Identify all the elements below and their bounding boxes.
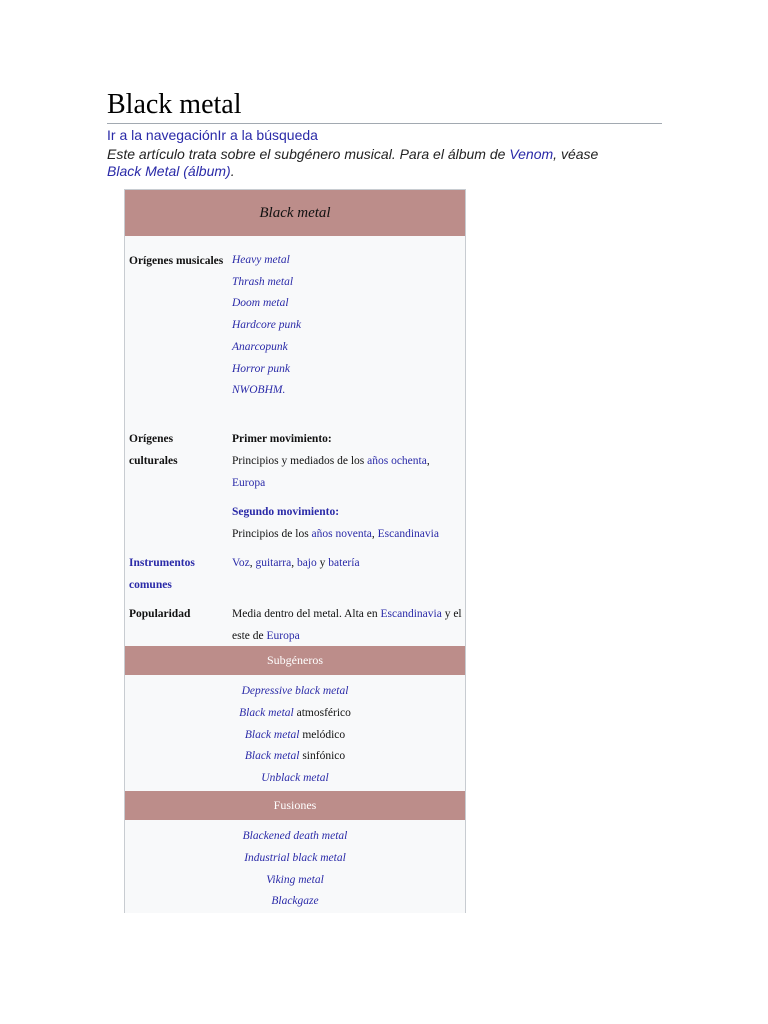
popularity-text: Media dentro del metal. Alta en: [232, 608, 381, 620]
subgenre-item: [125, 768, 465, 790]
voz-link[interactable]: Voz: [232, 557, 250, 569]
hatnote: [107, 146, 627, 180]
subgenre-link[interactable]: Black metal: [244, 750, 300, 763]
first-movement-heading: Primer movimiento:: [232, 433, 332, 445]
origin-link[interactable]: Horror punk: [232, 362, 291, 375]
popularity-text-mid: y el este de: [232, 608, 462, 642]
fusions-list: [125, 826, 465, 913]
subgenre-item: [125, 703, 465, 725]
subgenre-suffix: melódico: [299, 728, 346, 741]
hatnote-text: Este artículo trata sobre el subgénero musical. Para el álbum de: [107, 146, 510, 162]
bateria-link[interactable]: batería: [328, 557, 360, 569]
subgenres-list: [125, 681, 465, 790]
anos-noventa-link[interactable]: años noventa: [311, 528, 372, 540]
conjunction: y: [316, 557, 329, 569]
title-divider: [107, 123, 662, 124]
subgenre-link[interactable]: Unblack metal: [261, 772, 329, 785]
subgenre-link[interactable]: Depressive black metal: [241, 685, 349, 697]
escandinavia-link[interactable]: Escandinavia: [377, 528, 439, 540]
jump-links: [107, 127, 318, 144]
fusion-link[interactable]: Blackened death metal: [242, 830, 348, 842]
fusion-item: [125, 891, 465, 913]
second-movement-desc: Principios de los: [232, 528, 312, 540]
page-title: Black metal: [107, 89, 242, 120]
black-metal-album-link[interactable]: Black Metal (álbum): [107, 163, 231, 179]
jump-to-search-link[interactable]: Ir a la búsqueda: [217, 127, 318, 143]
subgenre-link[interactable]: Black metal: [239, 706, 294, 719]
subgenre-item: [125, 725, 465, 747]
separator: ,: [426, 455, 430, 467]
europa-link[interactable]: Europa: [232, 477, 266, 489]
guitarra-link[interactable]: guitarra: [255, 557, 292, 569]
origins-musical-value: [232, 250, 464, 402]
hatnote-text-mid: , véase: [553, 146, 599, 162]
jump-to-navigation-link[interactable]: Ir a la navegación: [107, 127, 218, 143]
separator: ,: [249, 557, 256, 569]
origin-link[interactable]: Hardcore punk: [232, 319, 302, 332]
origins-musical-list: [232, 250, 464, 402]
second-movement-heading[interactable]: Segundo movimiento:: [232, 506, 340, 518]
popularity-value: [232, 603, 464, 647]
subgenre-link[interactable]: Black metal: [244, 728, 300, 741]
venom-link[interactable]: Venom: [509, 146, 554, 162]
origin-link[interactable]: NWOBHM.: [232, 384, 286, 397]
fusion-item: [125, 870, 465, 892]
instruments-value: [232, 552, 464, 574]
separator: ,: [291, 557, 297, 569]
instruments-label[interactable]: Instrumentos comunes: [129, 557, 195, 591]
origin-link[interactable]: Doom metal: [232, 297, 289, 310]
subgenre-suffix: atmosférico: [293, 706, 351, 719]
fusions-heading: Fusiones: [125, 791, 465, 820]
subgenres-heading: Subgéneros: [125, 646, 465, 675]
origins-cultural-label: Orígenes culturales: [129, 433, 178, 467]
fusion-link[interactable]: Viking metal: [266, 873, 324, 886]
subgenre-item: [125, 746, 465, 768]
fusion-item: [125, 848, 465, 870]
popularity-label: Popularidad: [129, 608, 191, 620]
first-movement-text: [232, 450, 464, 494]
anos-ochenta-link[interactable]: años ochenta: [367, 455, 427, 467]
origins-musical-label: Orígenes musicales: [129, 255, 224, 267]
separator: ,: [371, 528, 378, 540]
origin-link[interactable]: Thrash metal: [232, 275, 294, 288]
origin-link[interactable]: Heavy metal: [232, 254, 290, 266]
escandinavia-link[interactable]: Escandinavia: [380, 608, 442, 620]
bajo-link[interactable]: bajo: [296, 557, 317, 569]
fusion-link[interactable]: Industrial black metal: [244, 851, 346, 864]
hatnote-text-end: .: [230, 163, 235, 179]
subgenre-suffix: sinfónico: [299, 750, 346, 763]
infobox-title: Black metal: [125, 190, 465, 236]
infobox: [124, 189, 466, 913]
first-movement-desc: Principios y mediados de los: [232, 455, 368, 467]
fusion-item: [125, 826, 465, 848]
europa-link[interactable]: Europa: [266, 630, 300, 642]
fusion-link[interactable]: Blackgaze: [271, 895, 319, 908]
subgenre-item: [125, 681, 465, 703]
origin-link[interactable]: Anarcopunk: [232, 340, 288, 353]
origins-cultural-value: [232, 428, 464, 545]
second-movement-text: [232, 523, 464, 545]
